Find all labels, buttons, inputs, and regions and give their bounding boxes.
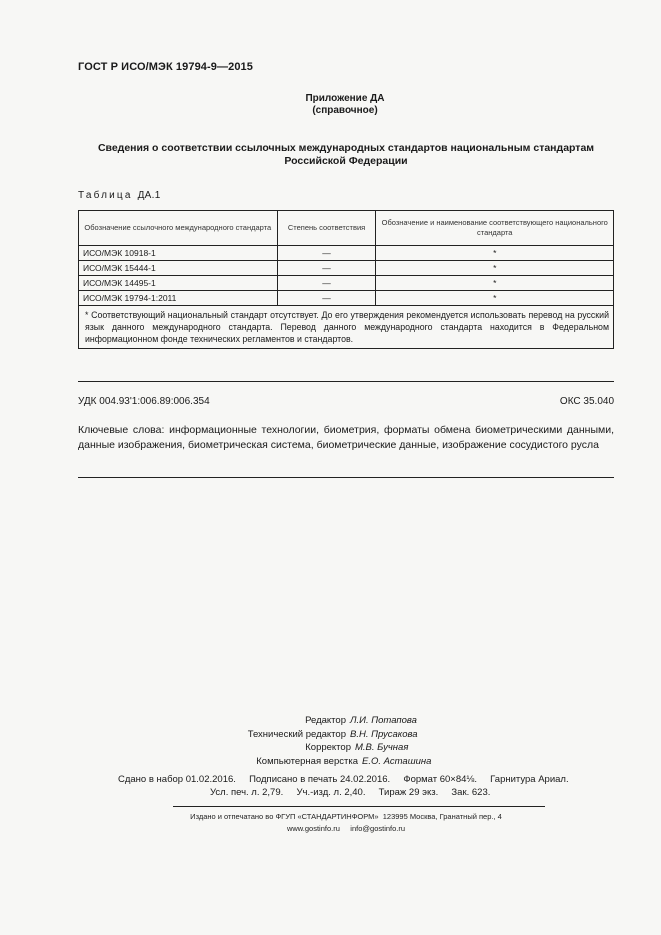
credit-name: Е.О. Асташина	[362, 755, 432, 767]
table-cell: —	[277, 276, 376, 291]
table-cell: *	[376, 291, 614, 306]
table-row	[79, 291, 614, 306]
annex-heading	[0, 93, 661, 117]
table-row	[79, 261, 614, 276]
annex-title: Приложение ДА	[305, 93, 385, 104]
credit-role: Технический редактор	[247, 728, 346, 740]
printer-address: Издано и отпечатано во ФГУП «СТАНДАРТИНФОРМ» 123995 Москва, Гранатный пер., 4	[190, 812, 502, 821]
column-header: Степень соответствия	[277, 211, 376, 246]
credit-role: Редактор	[305, 715, 346, 726]
table-cell: ИСО/МЭК 10918-1	[79, 246, 278, 261]
table-cell: *	[376, 261, 614, 276]
table-cell: —	[277, 291, 376, 306]
udk-code: УДК 004.93'1:006.89:006.354	[78, 396, 210, 407]
column-header: Обозначение и наименование соответствующего национального стандарта	[376, 211, 614, 246]
section-heading: Сведения о соответствии ссылочных международных стандартов национальным стандартам Российской Федерации	[97, 142, 595, 167]
credit-name: Л.И. Потапова	[350, 715, 417, 726]
oks-code: ОКС 35.040	[559, 396, 614, 407]
publishing-line-1: Сдано в набор 01.02.2016. Подписано в печать 24.02.2016. Формат 60×84⅛. Гарнитура Ариал.	[118, 774, 569, 785]
table-cell: ИСО/МЭК 15444-1	[79, 261, 278, 276]
divider-top	[78, 381, 614, 382]
table-row	[79, 276, 614, 291]
table-footnote: * Соответствующий национальный стандарт отсутствует. До его утверждения рекомендуется использовать перевод на русский язык данного международного стандарта. Перевод данного международного стандарта находится в Федеральном информационном фонде технических регламентов и стандартов.	[79, 306, 614, 349]
credit-name: В.Н. Прусакова	[350, 728, 418, 740]
credit-role: Компьютерная верстка	[256, 755, 358, 767]
table-label-number: ДА.1	[137, 190, 161, 201]
standard-code: ГОСТ Р ИСО/МЭК 19794-9—2015	[78, 61, 253, 73]
divider-printer	[173, 806, 545, 807]
credit-row	[240, 755, 600, 769]
correspondence-table	[78, 210, 614, 349]
credit-name: М.В. Бучная	[355, 742, 409, 753]
table-header-row	[79, 211, 614, 246]
annex-subtitle: (справочное)	[312, 105, 378, 116]
credit-row	[240, 741, 600, 755]
keywords-text: Ключевые слова: информационные технологии, биометрия, форматы обмена биометрическими данными, данные изображения, биометрическая система, биометрические данные, изображение сосудистого русла	[78, 424, 614, 451]
table-cell: *	[376, 246, 614, 261]
table-label	[78, 190, 161, 201]
table-cell: ИСО/МЭК 14495-1	[79, 276, 278, 291]
printer-info	[78, 811, 614, 835]
table-row	[79, 246, 614, 261]
table-cell: ИСО/МЭК 19794-1:2011	[79, 291, 278, 306]
table-footnote-row	[79, 306, 614, 349]
credit-row	[240, 714, 600, 728]
table-cell: —	[277, 246, 376, 261]
printer-contacts: www.gostinfo.ru info@gostinfo.ru	[286, 824, 406, 833]
credits-block	[240, 714, 600, 768]
table-cell: —	[277, 261, 376, 276]
divider-bottom	[78, 477, 614, 478]
table-label-word: Таблица	[78, 190, 133, 201]
table-cell: *	[376, 276, 614, 291]
credit-role: Корректор	[305, 742, 351, 753]
column-header: Обозначение ссылочного международного стандарта	[79, 211, 278, 246]
publishing-line-2: Усл. печ. л. 2,79. Уч.-изд. л. 2,40. Тираж 29 экз. Зак. 623.	[210, 787, 491, 798]
credit-row	[240, 728, 600, 742]
